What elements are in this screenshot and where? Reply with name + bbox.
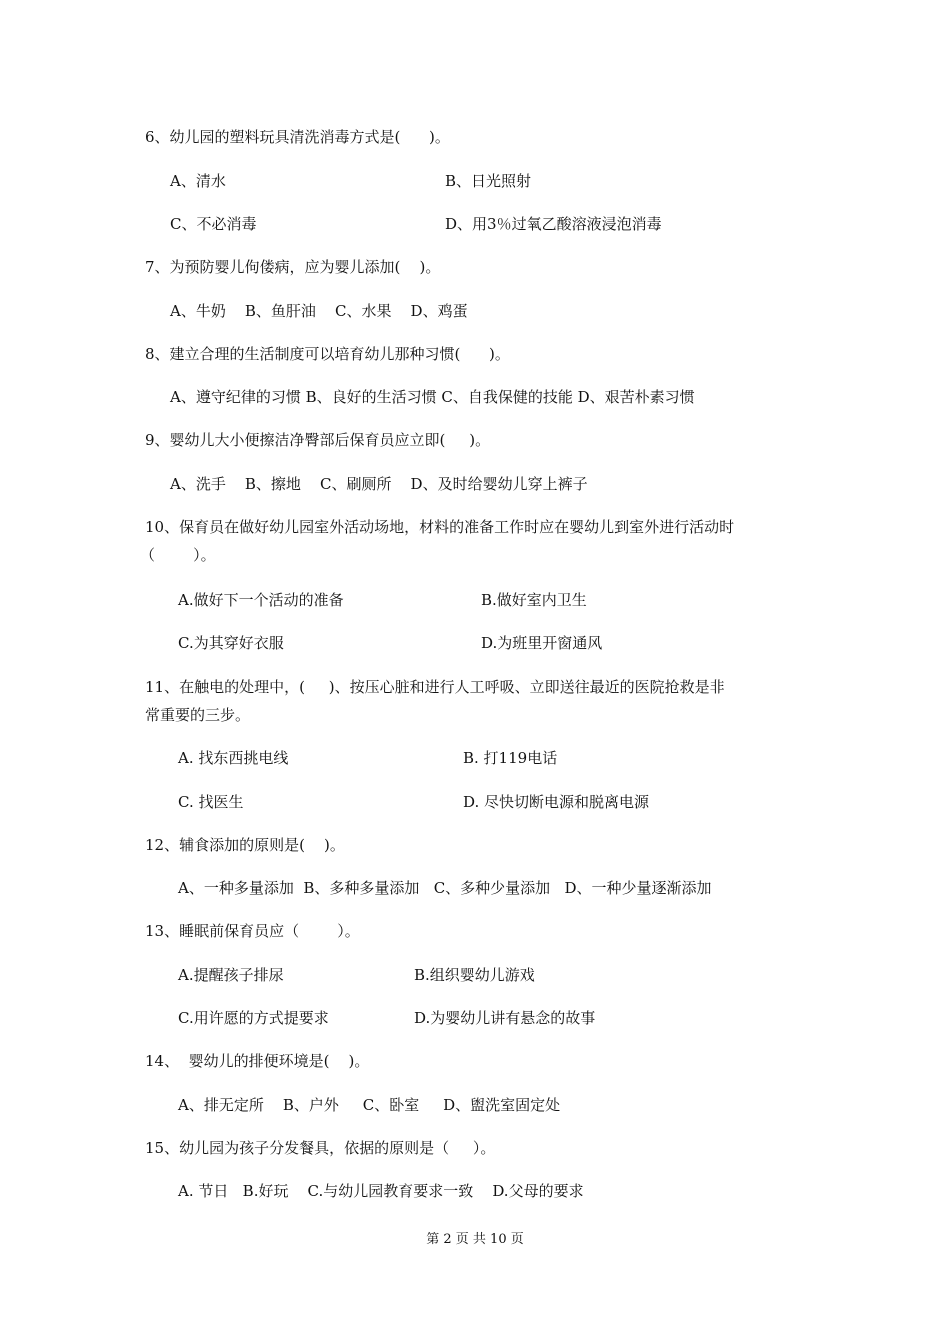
question-14-stem: 14、 婴幼儿的排便环境是( )。: [145, 1052, 370, 1070]
question-11-stem-line2: 常重要的三步。: [145, 706, 251, 724]
question-7-options: A、牛奶 B、鱼肝油 C、水果 D、鸡蛋: [170, 302, 468, 320]
question-10-stem-line1: 10、保育员在做好幼儿园室外活动场地，材料的准备工作时应在婴幼儿到室外进行活动时: [145, 518, 735, 536]
question-10-option-c: C.为其穿好衣服: [178, 634, 284, 652]
question-12-stem: 12、辅食添加的原则是( )。: [145, 836, 345, 854]
question-11-option-d: D. 尽快切断电源和脱离电源: [463, 793, 650, 811]
question-9-options: A、洗手 B、擦地 C、刷厕所 D、及时给婴幼儿穿上裤子: [170, 475, 588, 493]
question-15-options: A. 节日 B.好玩 C.与幼儿园教育要求一致 D.父母的要求: [178, 1182, 584, 1200]
question-10-stem-line2: （ ）。: [140, 546, 216, 564]
question-11-stem-line1: 11、在触电的处理中，( )、按压心脏和进行人工呼吸、立即送往最近的医院抢救是非: [145, 678, 725, 696]
page-number: 第 2 页 共 10 页: [426, 1232, 524, 1247]
page-footer: [0, 1228, 950, 1247]
question-10-option-d: D.为班里开窗通风: [481, 634, 603, 652]
question-13-option-c: C.用许愿的方式提要求: [178, 1009, 329, 1027]
question-6-option-b: B、日光照射: [445, 172, 532, 190]
question-6-option-a: A、清水: [170, 172, 226, 190]
question-10-option-a: A.做好下一个活动的准备: [178, 591, 344, 609]
question-11-option-b: B. 打119电话: [463, 749, 558, 767]
question-8-options: A、遵守纪律的习惯 B、良好的生活习惯 C、自我保健的技能 D、艰苦朴素习惯: [170, 388, 695, 406]
question-11-option-c: C. 找医生: [178, 793, 244, 811]
question-7-stem: 7、为预防婴儿佝偻病，应为婴儿添加( )。: [145, 258, 441, 276]
question-13-option-a: A.提醒孩子排尿: [178, 966, 284, 984]
question-13-option-b: B.组织婴幼儿游戏: [414, 966, 535, 984]
question-9-stem: 9、婴幼儿大小便擦洁净臀部后保育员应立即( )。: [145, 431, 491, 449]
question-10-option-b: B.做好室内卫生: [481, 591, 587, 609]
question-13-option-d: D.为婴幼儿讲有悬念的故事: [414, 1009, 596, 1027]
question-15-stem: 15、幼儿园为孩子分发餐具，依据的原则是（ ）。: [145, 1139, 496, 1157]
question-6-option-c: C、不必消毒: [170, 215, 257, 233]
question-8-stem: 8、建立合理的生活制度可以培育幼儿那种习惯( )。: [145, 345, 510, 363]
question-13-stem: 13、睡眠前保育员应（ ）。: [145, 922, 360, 940]
question-6-stem: 6、幼儿园的塑料玩具清洗消毒方式是( )。: [145, 128, 450, 146]
question-12-options: A、一种多量添加 B、多种多量添加 C、多种少量添加 D、一种少量逐渐添加: [178, 879, 712, 897]
question-14-options: A、排无定所 B、户外 C、卧室 D、盥洗室固定处: [178, 1096, 561, 1114]
question-11-option-a: A. 找东西挑电线: [178, 749, 289, 767]
question-6-option-d: D、用3％过氧乙酸溶液浸泡消毒: [445, 215, 662, 233]
